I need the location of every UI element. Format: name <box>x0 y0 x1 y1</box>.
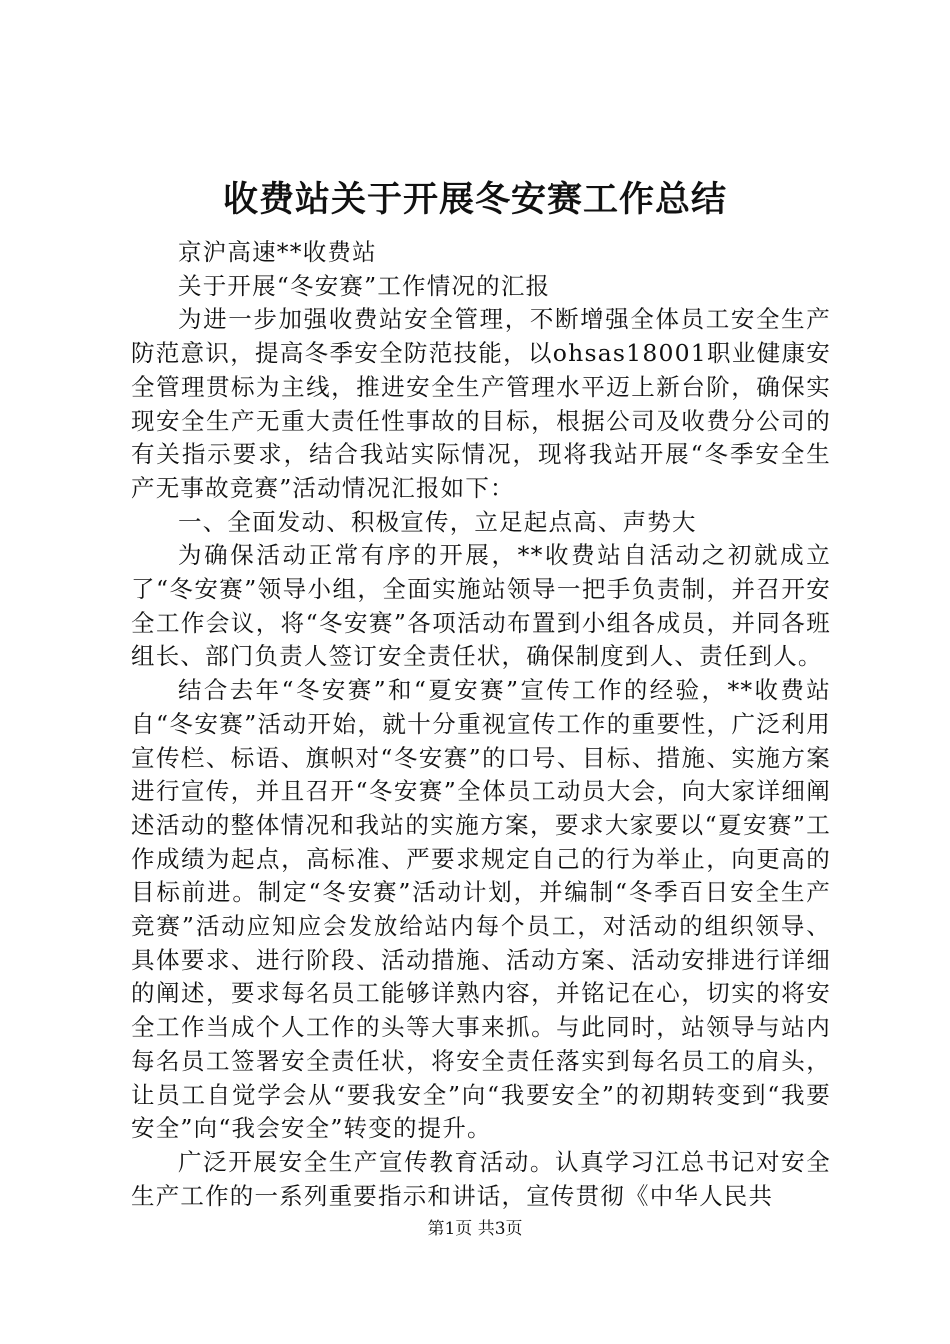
body-paragraph: 为进一步加强收费站安全管理，不断增强全体员工安全生产防范意识，提高冬季安全防范技能，以ohsas18001职业健康安全管理贯标为主线，推进安全生产管理水平迈上新台阶，确保实现安全生产无重大责任性事故的目标，根据公司及收费分公司的有关指示要求，结合我站实际情况，现将我站开展“冬季安全生产无事故竞赛”活动情况汇报如下： <box>131 305 831 502</box>
body-paragraph: 广泛开展安全生产宣传教育活动。认真学习江总书记对安全生产工作的一系列重要指示和讲话，宣传贯彻《中华人民共 <box>131 1147 831 1210</box>
document-body <box>131 236 831 1213</box>
body-paragraph: 结合去年“冬安赛”和“夏安赛”宣传工作的经验，**收费站自“冬安赛”活动开始，就十分重视宣传工作的重要性，广泛利用宣传栏、标语、旗帜对“冬安赛”的口号、目标、措施、实施方案进行宣传，并且召开“冬安赛”全体员工动员大会，向大家详细阐述活动的整体情况和我站的实施方案，要求大家要以“夏安赛”工作成绩为起点，高标准、严要求规定自己的行为举止，向更高的目标前进。制定“冬安赛”活动计划，并编制“冬季百日安全生产竞赛”活动应知应会发放给站内每个员工，对活动的组织领导、具体要求、进行阶段、活动措施、活动方案、活动安排进行详细的阐述，要求每名员工能够详熟内容，并铭记在心，切实的将安全工作当成个人工作的头等大事来抓。与此同时，站领导与站内每名员工签署安全责任状，将安全责任落实到每名员工的肩头，让员工自觉学会从“要我安全”向“我要安全”的初期转变到“我要安全”向“我会安全”转变的提升。 <box>131 676 831 1143</box>
page-footer: 第1页 共3页 <box>427 1219 523 1239</box>
report-subtitle: 关于开展“冬安赛”工作情况的汇报 <box>178 271 551 300</box>
section-heading: 一、全面发动、积极宣传，立足起点高、声势大 <box>178 507 697 536</box>
body-paragraph: 为确保活动正常有序的开展，**收费站自活动之初就成立了“冬安赛”领导小组，全面实施站领导一把手负责制，并召开安全工作会议，将“冬安赛”各项活动布置到小组各成员，并同各班组长、部门负责人签订安全责任状，确保制度到人、责任到人。 <box>131 541 831 671</box>
sender-line: 京沪高速**收费站 <box>178 238 377 266</box>
document-title: 收费站关于开展冬安赛工作总结 <box>222 179 727 220</box>
